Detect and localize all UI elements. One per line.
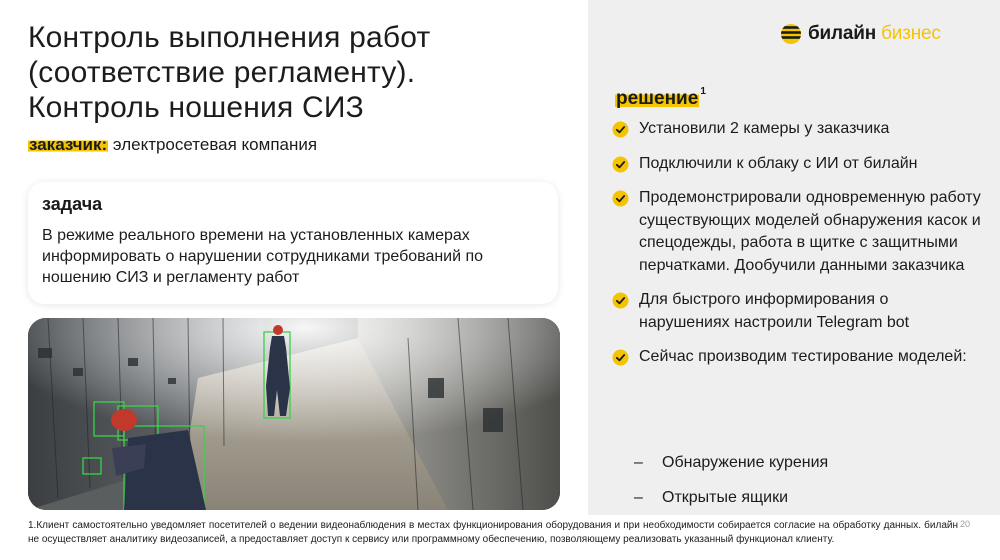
logo-name: билайн [808,23,877,44]
dash-bullet-icon: – [634,454,643,471]
check-circle-icon [612,190,629,207]
task-title: задача [42,194,103,214]
beeline-logo-icon [780,23,802,45]
task-card [28,182,558,304]
customer-label: заказчик: [29,135,108,154]
solution-item-text: Сейчас производим тестирование моделей: [639,348,967,365]
dash-bullet-icon: – [634,489,643,506]
camera-frame-image [28,318,560,510]
solution-list [612,118,982,381]
title-line-1: Контроль выполнения работ [28,21,431,54]
customer-value: электросетевая компания [112,135,318,154]
customer-line [28,135,317,155]
check-circle-icon [612,292,629,309]
solution-item-text: Установили 2 камеры у заказчика [639,120,890,137]
solution-item-text: Для быстрого информирования о нарушениях настроили Telegram bot [639,291,910,331]
solution-title-text: решение [616,88,699,109]
logo-text [808,23,941,45]
solution-item [612,187,982,277]
title-line-3: Контроль ношения СИЗ [28,91,364,124]
model-test-item-text: Обнаружение курения [662,454,829,471]
beeline-business-logo [780,22,941,46]
model-test-item [634,487,828,509]
model-test-item [634,452,828,474]
logo-suffix: бизнес [881,23,941,44]
check-circle-icon [612,156,629,173]
solution-item-text: Подключили к облаку с ИИ от билайн [639,154,918,172]
solution-item [612,153,982,176]
title-line-2: (соответствие регламенту). [28,56,416,89]
model-test-list [634,452,828,522]
model-test-item-text: Открытые ящики [662,489,789,506]
page-title [28,20,548,125]
solution-item [612,118,982,141]
footnote: 1.Клиент самостоятельно уведомляет посетителей о ведении видеонаблюдения в местах функционирования оборудования и при необходимости собирается согласие на обработку данных. билайн не осуществляет аналитику видеозаписей, а предоставляет доступ к сервису или программному обеспечению, позволяющему реализовать указанный функционал клиенту. [28,520,958,545]
page-number: 20 [960,519,971,529]
check-circle-icon [612,121,629,138]
check-circle-icon [612,349,629,366]
solution-item [612,289,982,334]
solution-item [612,346,982,369]
solution-footnote-ref: 1 [700,86,706,97]
solution-item-text: Продемонстрировали одновременную работу существующих моделей обнаружения касок и спецодежды, работа в щитке с защитными перчатками. Дообучили данными заказчика [639,189,981,274]
task-text: В режиме реального времени на установленных камерах информировать о нарушении сотрудниками требований по ношению СИЗ и регламенту работ [42,227,484,286]
solution-title [615,88,706,110]
